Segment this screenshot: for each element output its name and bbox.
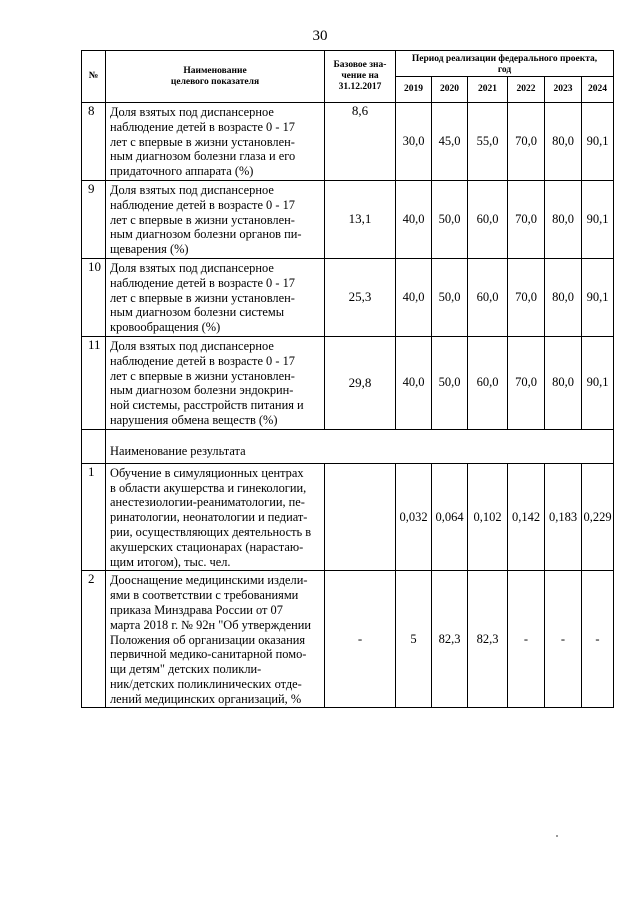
base-value (325, 463, 396, 571)
year-value: 80,0 (545, 336, 582, 429)
text-line: наблюдение детей в возрасте 0 - 17 (110, 197, 295, 212)
text-line: анестезиологии-реаниматологии, пе- (110, 495, 305, 510)
row-number: 8 (82, 103, 106, 181)
year-value: 82,3 (432, 571, 468, 708)
year-value: 70,0 (508, 103, 545, 181)
year-value: 70,0 (508, 258, 545, 336)
year-value: - (545, 571, 582, 708)
table-row (82, 336, 614, 429)
text-line: лет с впервые в жизни установлен- (110, 290, 295, 305)
year-value: 90,1 (582, 258, 614, 336)
row-number: 1 (82, 463, 106, 571)
year-value: 50,0 (432, 180, 468, 258)
text-line: ным диагнозом болезни эндокрин- (110, 383, 294, 398)
text-line: первичной медико-санитарной помо- (110, 647, 307, 662)
table-row (82, 180, 614, 258)
text-line: марта 2018 г. № 92н "Об утверждении (110, 617, 311, 632)
text-line: ной системы, расстройств питания и (110, 398, 304, 413)
section-title: Наименование результата (106, 429, 614, 463)
text-line: Доля взятых под диспансерное (110, 260, 274, 275)
text-line: рии, осуществляющих деятельность в (110, 524, 312, 539)
text-line: ник/детских поликлинических отде- (110, 676, 302, 691)
indicator-name (106, 336, 325, 429)
base-value: 25,3 (325, 258, 396, 336)
text-line: приказа Минздрава России от 07 (110, 602, 283, 617)
header-name-line: целевого показателя (170, 76, 260, 87)
text-line: щим итогом), тыс. чел. (110, 554, 231, 569)
year-value: 40,0 (396, 258, 432, 336)
text-line: Доля взятых под диспансерное (110, 182, 274, 197)
section-num-cell (82, 429, 106, 463)
header-year: 2022 (508, 77, 545, 103)
header-indicator-name (106, 51, 325, 103)
text-line: ями в соответствии с требованиями (110, 588, 299, 603)
year-value: 0,229 (582, 463, 614, 571)
year-value: 40,0 (396, 336, 432, 429)
header-num: № (82, 51, 106, 103)
scan-speck (556, 835, 558, 837)
text-line: наблюдение детей в возрасте 0 - 17 (110, 119, 295, 134)
text-line: ринатологии, неонатологии и педиат- (110, 510, 308, 525)
text-line: кровообращения (%) (110, 320, 221, 335)
year-value: 90,1 (582, 103, 614, 181)
year-value: 80,0 (545, 180, 582, 258)
base-value: 29,8 (325, 336, 396, 429)
header-period-line: год (497, 65, 512, 75)
base-value: - (325, 571, 396, 708)
indicators-table (81, 50, 614, 708)
year-value: 80,0 (545, 103, 582, 181)
table-row (82, 103, 614, 181)
year-value: 55,0 (468, 103, 508, 181)
year-value: 60,0 (468, 258, 508, 336)
header-base-line: 31.12.2017 (338, 82, 382, 92)
year-value: 0,102 (468, 463, 508, 571)
header-period-line: Период реализации федерального проекта, (411, 54, 598, 64)
header-year: 2021 (468, 77, 508, 103)
year-value: 0,064 (432, 463, 468, 571)
header-year: 2019 (396, 77, 432, 103)
text-line: наблюдение детей в возрасте 0 - 17 (110, 353, 295, 368)
header-year: 2020 (432, 77, 468, 103)
text-line: акушерских стационарах (нарастаю- (110, 539, 304, 554)
year-value: 50,0 (432, 258, 468, 336)
page-number: 30 (312, 28, 328, 44)
result-name (106, 571, 325, 708)
header-base-line: чение на (341, 71, 379, 81)
year-value: 0,142 (508, 463, 545, 571)
year-value: 40,0 (396, 180, 432, 258)
text-line: Доля взятых под диспансерное (110, 105, 274, 119)
table-row (82, 258, 614, 336)
year-value: 60,0 (468, 180, 508, 258)
text-line: наблюдение детей в возрасте 0 - 17 (110, 275, 295, 290)
text-line: Дооснащение медицинскими издели- (110, 573, 308, 588)
year-value: 50,0 (432, 336, 468, 429)
row-number: 10 (82, 258, 106, 336)
table-row (82, 571, 614, 708)
indicator-name (106, 103, 325, 181)
text-line: лет с впервые в жизни установлен- (110, 212, 295, 227)
year-value: 45,0 (432, 103, 468, 181)
header-year: 2024 (582, 77, 614, 103)
result-name (106, 463, 325, 571)
year-value: 70,0 (508, 336, 545, 429)
year-value: 82,3 (468, 571, 508, 708)
section-row (82, 429, 614, 463)
header-base-line: Базовое зна- (333, 60, 387, 70)
text-line: придаточного аппарата (%) (110, 164, 254, 179)
base-value: 8,6 (325, 103, 396, 181)
text-line: Положения об организации оказания (110, 632, 306, 647)
text-line: в области акушерства и гинекологии, (110, 480, 307, 495)
row-number: 2 (82, 571, 106, 708)
year-value: 80,0 (545, 258, 582, 336)
text-line: лет с впервые в жизни установлен- (110, 368, 295, 383)
base-value: 13,1 (325, 180, 396, 258)
year-value: 5 (396, 571, 432, 708)
row-number: 9 (82, 180, 106, 258)
indicator-name (106, 258, 325, 336)
header-base-value (325, 51, 396, 103)
text-line: ным диагнозом болезни органов пи- (110, 227, 302, 242)
text-line: лет с впервые в жизни установлен- (110, 134, 295, 149)
year-value: - (508, 571, 545, 708)
indicator-name (106, 180, 325, 258)
text-line: Доля взятых под диспансерное (110, 338, 274, 353)
table-row (82, 463, 614, 571)
row-number: 11 (82, 336, 106, 429)
header-name-line: Наименование (183, 65, 247, 76)
header-period (396, 51, 614, 77)
text-line: лений медицинских организаций, % (110, 691, 302, 706)
year-value: 70,0 (508, 180, 545, 258)
header-year: 2023 (545, 77, 582, 103)
year-value: 30,0 (396, 103, 432, 181)
text-line: щи детям" детских поликли- (110, 662, 262, 677)
text-line: ным диагнозом болезни системы (110, 305, 285, 320)
year-value: 90,1 (582, 180, 614, 258)
text-line: Обучение в симуляционных центрах (110, 465, 304, 480)
year-value: - (582, 571, 614, 708)
year-value: 90,1 (582, 336, 614, 429)
year-value: 0,183 (545, 463, 582, 571)
text-line: щеварения (%) (110, 242, 189, 257)
text-line: ным диагнозом болезни глаза и его (110, 149, 296, 164)
text-line: нарушения обмена веществ (%) (110, 412, 278, 427)
year-value: 60,0 (468, 336, 508, 429)
year-value: 0,032 (396, 463, 432, 571)
